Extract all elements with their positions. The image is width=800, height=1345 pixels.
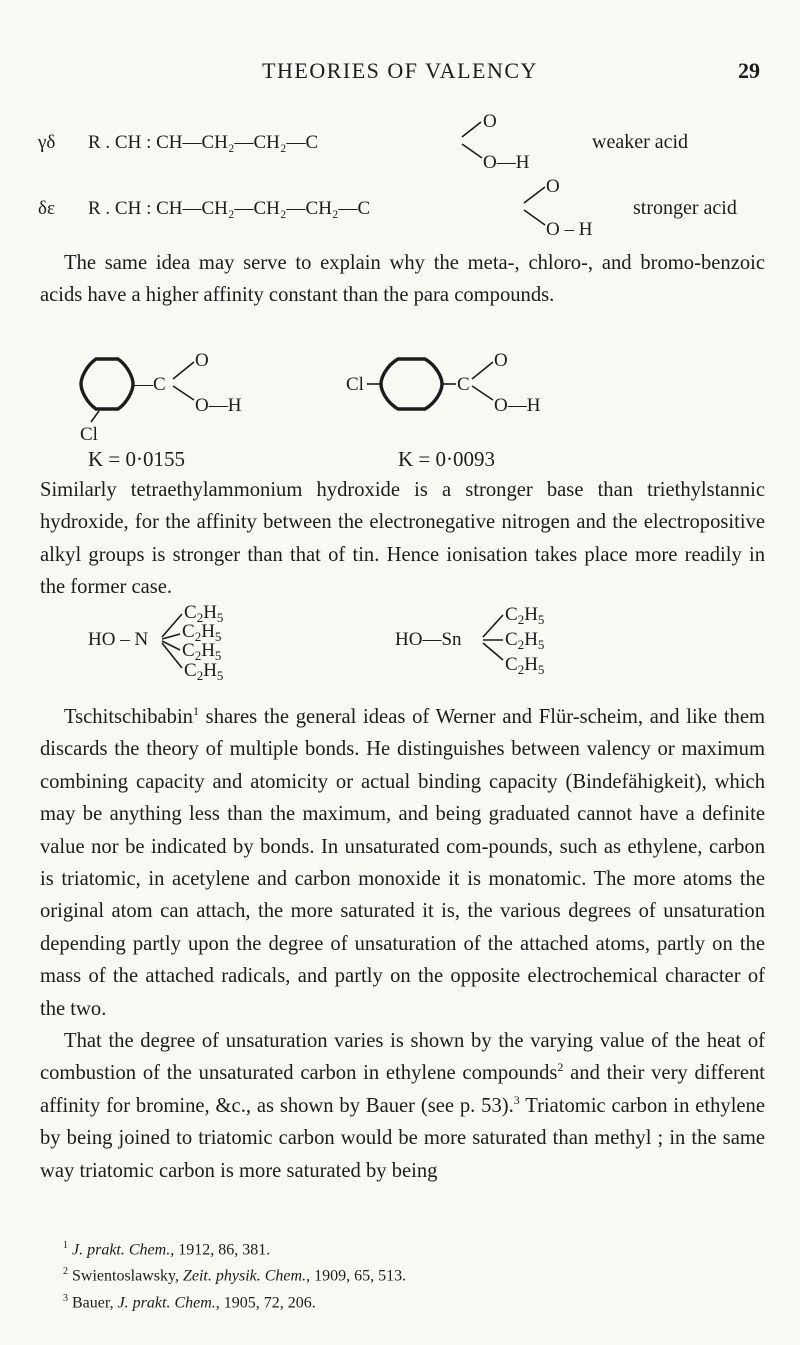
footnote-ref: 1 [192, 704, 199, 719]
formula-chain: R . CH : CH—CH₂—CH₂—CH₂—C [88, 198, 371, 219]
substituent-bond [91, 411, 99, 422]
ethyl-group [184, 660, 223, 683]
k-value-para: K = 0·0093 [398, 447, 496, 471]
ethyl-group [505, 629, 544, 652]
benzene-ring [381, 359, 442, 409]
footnote: $^2$ Swientoslawsky, Zeit. physik. Chem., 1909, 65, 513. [63, 1266, 407, 1285]
triethylstannic-hydroxide [395, 604, 544, 677]
weaker-acid-note: weaker acid [592, 131, 689, 153]
single-bond-line [462, 144, 482, 158]
footnote: $^1$ J. prakt. Chem., 1912, 86, 381. [63, 1240, 271, 1259]
footnote-ref: 2 [557, 1060, 564, 1075]
hydroxide-structures [0, 600, 800, 700]
para-chlorobenzoic-acid [346, 350, 541, 471]
author-name: Tschitschibabin [64, 706, 193, 728]
ammonium-core: HO – N [88, 629, 149, 650]
page-header [40, 58, 760, 88]
paragraph-text: and their very different affinity for bromine, &c., as shown by Bauer (see p. 53). [40, 1062, 765, 1117]
svg-text:C2H5: $C_2H_5$ [182, 640, 222, 663]
carboxyl-carbon: —C [134, 374, 166, 395]
meta-chlorobenzoic-acid [80, 350, 242, 471]
hydroxyl-label: O – H [546, 219, 593, 240]
hydroxyl-label: O—H [494, 395, 541, 416]
footnote-ref: 3 [513, 1092, 520, 1107]
footnotes [40, 1235, 765, 1314]
svg-text:C2H5: $C_2H_5$ [505, 604, 545, 627]
formula-label: γδ [38, 132, 56, 153]
paragraph-text: That the degree of unsaturation varies is shown by the varying value of the heat of combustion of the unsaturated carbon in ethylene compounds [40, 1030, 765, 1085]
hydroxyl-label: O—H [195, 395, 242, 416]
stannic-core: HO—Sn [395, 629, 462, 650]
acid-formulas [0, 110, 800, 245]
single-bond-line [472, 386, 493, 400]
double-bond-line [524, 187, 545, 203]
formula-chain: R . CH : CH—CH₂—CH₂—C [88, 132, 319, 153]
paragraph-bases: Similarly tetraethylammonium hydroxide is a stronger base than triethylstannic hydroxide, for the affinity between the electronegative nitrogen and the electropositive alkyl groups is stronger than that of tin. Hence ionisation takes place more readily in the former case. [40, 479, 765, 599]
k-value-meta: K = 0·0155 [88, 447, 186, 471]
double-bond-line [472, 362, 493, 379]
running-title: THEORIES OF VALENCY [262, 58, 538, 83]
ethyl-group [505, 654, 544, 677]
bond-line [483, 643, 503, 660]
page-number: 29 [738, 58, 760, 83]
svg-text:C2H5: $C_2H_5$ [505, 629, 545, 652]
chlorine-label: Cl [80, 424, 98, 445]
hydroxyl-label: O—H [483, 152, 530, 173]
svg-text:C2H5: $C_2H_5$ [505, 654, 545, 677]
oxygen-label: O [546, 176, 560, 197]
formula-gamma-delta [37, 111, 688, 173]
single-bond-line [173, 386, 194, 400]
paragraph-unsaturation [40, 1025, 765, 1187]
paragraph-benzoic: The same idea may serve to explain why the meta-, chloro-, and bromo-benzoic acids have a higher affinity constant than the para compounds. [40, 252, 765, 307]
svg-text:C2H5: $C_2H_5$ [184, 602, 224, 625]
double-bond-line [173, 362, 194, 379]
tetraethylammonium-hydroxide [88, 602, 223, 683]
single-bond-line [524, 210, 545, 225]
oxygen-label: O [195, 350, 209, 371]
carboxyl-carbon: C [457, 374, 470, 395]
paragraph-text: shares the general ideas of Werner and Flür-scheim, and like them discards the theory of multiple bonds. He distinguishes between valency or maximum combining capacity and atomicity or actual binding capacity (Bindefähigkeit), which may be anything less than the maximum, and being graduated cannot have a definite value nor be indicated by bonds. In unsaturated com-pounds, such as ethylene, carbon is triatomic, in acetylene and carbon monoxide it is monatomic. The more atoms the original atom can attach, the more saturated it is, the various degrees of unsaturation depending partly upon the degree of unsaturation of the attached atoms, partly on the mass of the attached radicals, and partly on the opposite electrochemical character of the two. [40, 706, 765, 1020]
bond-line [483, 615, 503, 637]
footnote: $^3$ Bauer, J. prakt. Chem., 1905, 72, 206. [63, 1292, 316, 1311]
benzoic-acid-structures [0, 338, 800, 473]
paragraph-text: Triatomic carbon in ethylene by being joined to triatomic carbon would be more saturated than methyl ; in the same way triatomic carbon is more saturated by being [40, 1094, 765, 1182]
oxygen-label: O [483, 111, 497, 132]
stronger-acid-note: stronger acid [633, 197, 737, 219]
paragraph-tschitschibabin [40, 701, 765, 1025]
formula-delta-epsilon [38, 176, 737, 240]
ethyl-group [505, 604, 544, 627]
double-bond-line [462, 122, 481, 137]
formula-label: δε [38, 198, 55, 219]
chlorine-label: Cl [346, 374, 364, 395]
svg-text:C2H5: $C_2H_5$ [182, 621, 222, 644]
oxygen-label: O [494, 350, 508, 371]
benzene-ring [81, 359, 133, 409]
svg-text:C2H5: $C_2H_5$ [184, 660, 224, 683]
